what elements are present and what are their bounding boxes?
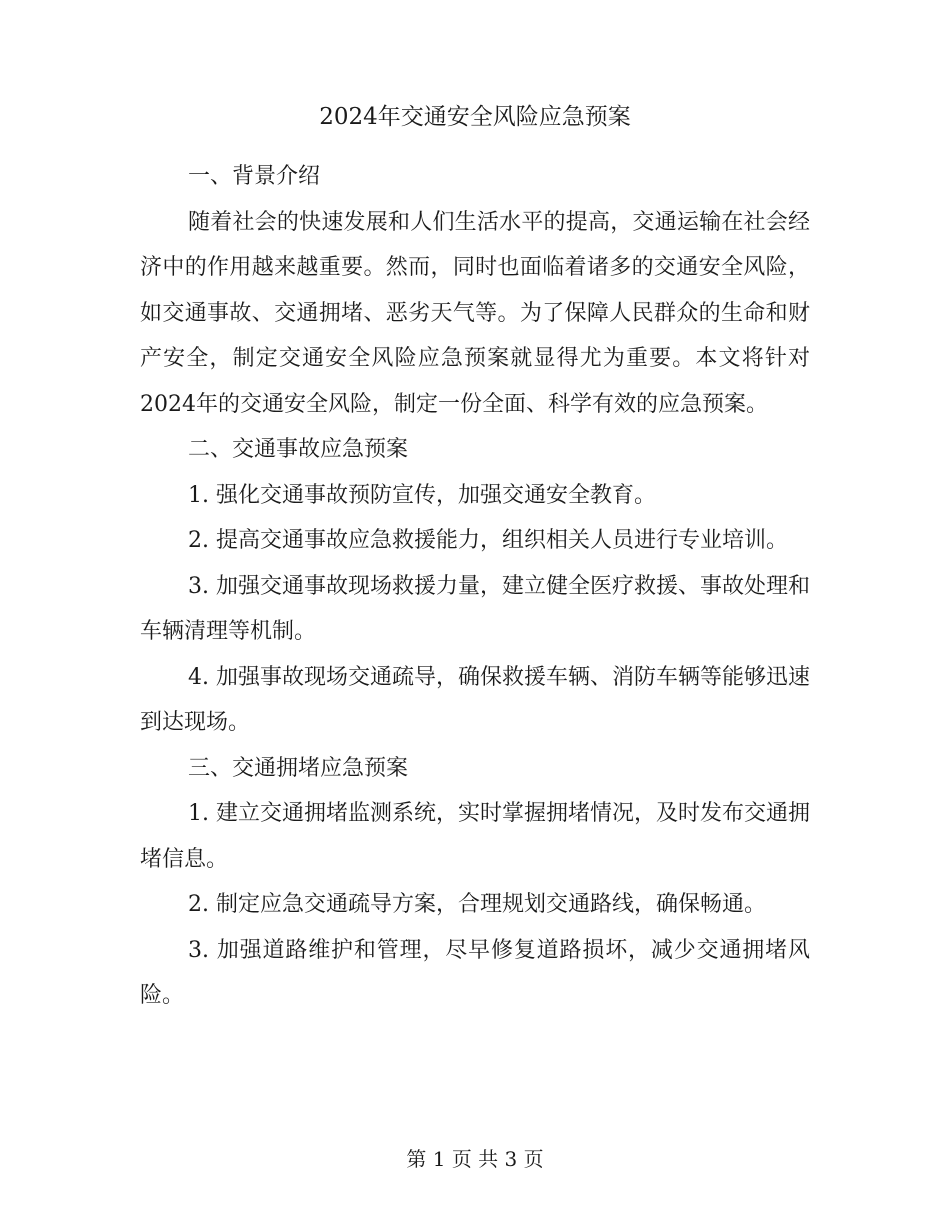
paragraph: 随着社会的快速发展和人们生活水平的提高，交通运输在社会经济中的作用越来越重要。然而，同时也面临着诸多的交通安全风险，如交通事故、交通拥堵、恶劣天气等。为了保障人民群众的生命和财产安全，制定交通安全风险应急预案就显得尤为重要。本文将针对2024年的交通安全风险，制定一份全面、科学有效的应急预案。: [140, 209, 810, 417]
paragraph: 1. 建立交通拥堵监测系统，实时掌握拥堵情况，及时发布交通拥堵信息。: [140, 801, 810, 872]
paragraph: 3. 加强道路维护和管理，尽早修复道路损坏，减少交通拥堵风险。: [140, 937, 810, 1008]
paragraph: 1. 强化交通事故预防宣传，加强交通安全教育。: [188, 482, 656, 508]
paragraph: 2. 制定应急交通疏导方案，合理规划交通路线，确保畅通。: [188, 892, 766, 917]
section-heading: 一、背景介绍: [188, 164, 321, 189]
paragraph: 3. 加强交通事故现场救援力量，建立健全医疗救援、事故处理和车辆清理等机制。: [140, 573, 810, 644]
section-heading: 三、交通拥堵应急预案: [188, 755, 409, 781]
paragraph: 4. 加强事故现场交通疏导，确保救援车辆、消防车辆等能够迅速到达现场。: [140, 664, 810, 735]
document-title: 2024年交通安全风险应急预案: [319, 104, 631, 130]
page-footer: 第 1 页 共 3 页: [406, 1147, 544, 1171]
document-body: [140, 102, 810, 1019]
document-blocks: [140, 154, 810, 1019]
paragraph: 2. 提高交通事故应急救援能力，组织相关人员进行专业培训。: [188, 528, 788, 553]
section-heading: 二、交通事故应急预案: [188, 437, 409, 462]
